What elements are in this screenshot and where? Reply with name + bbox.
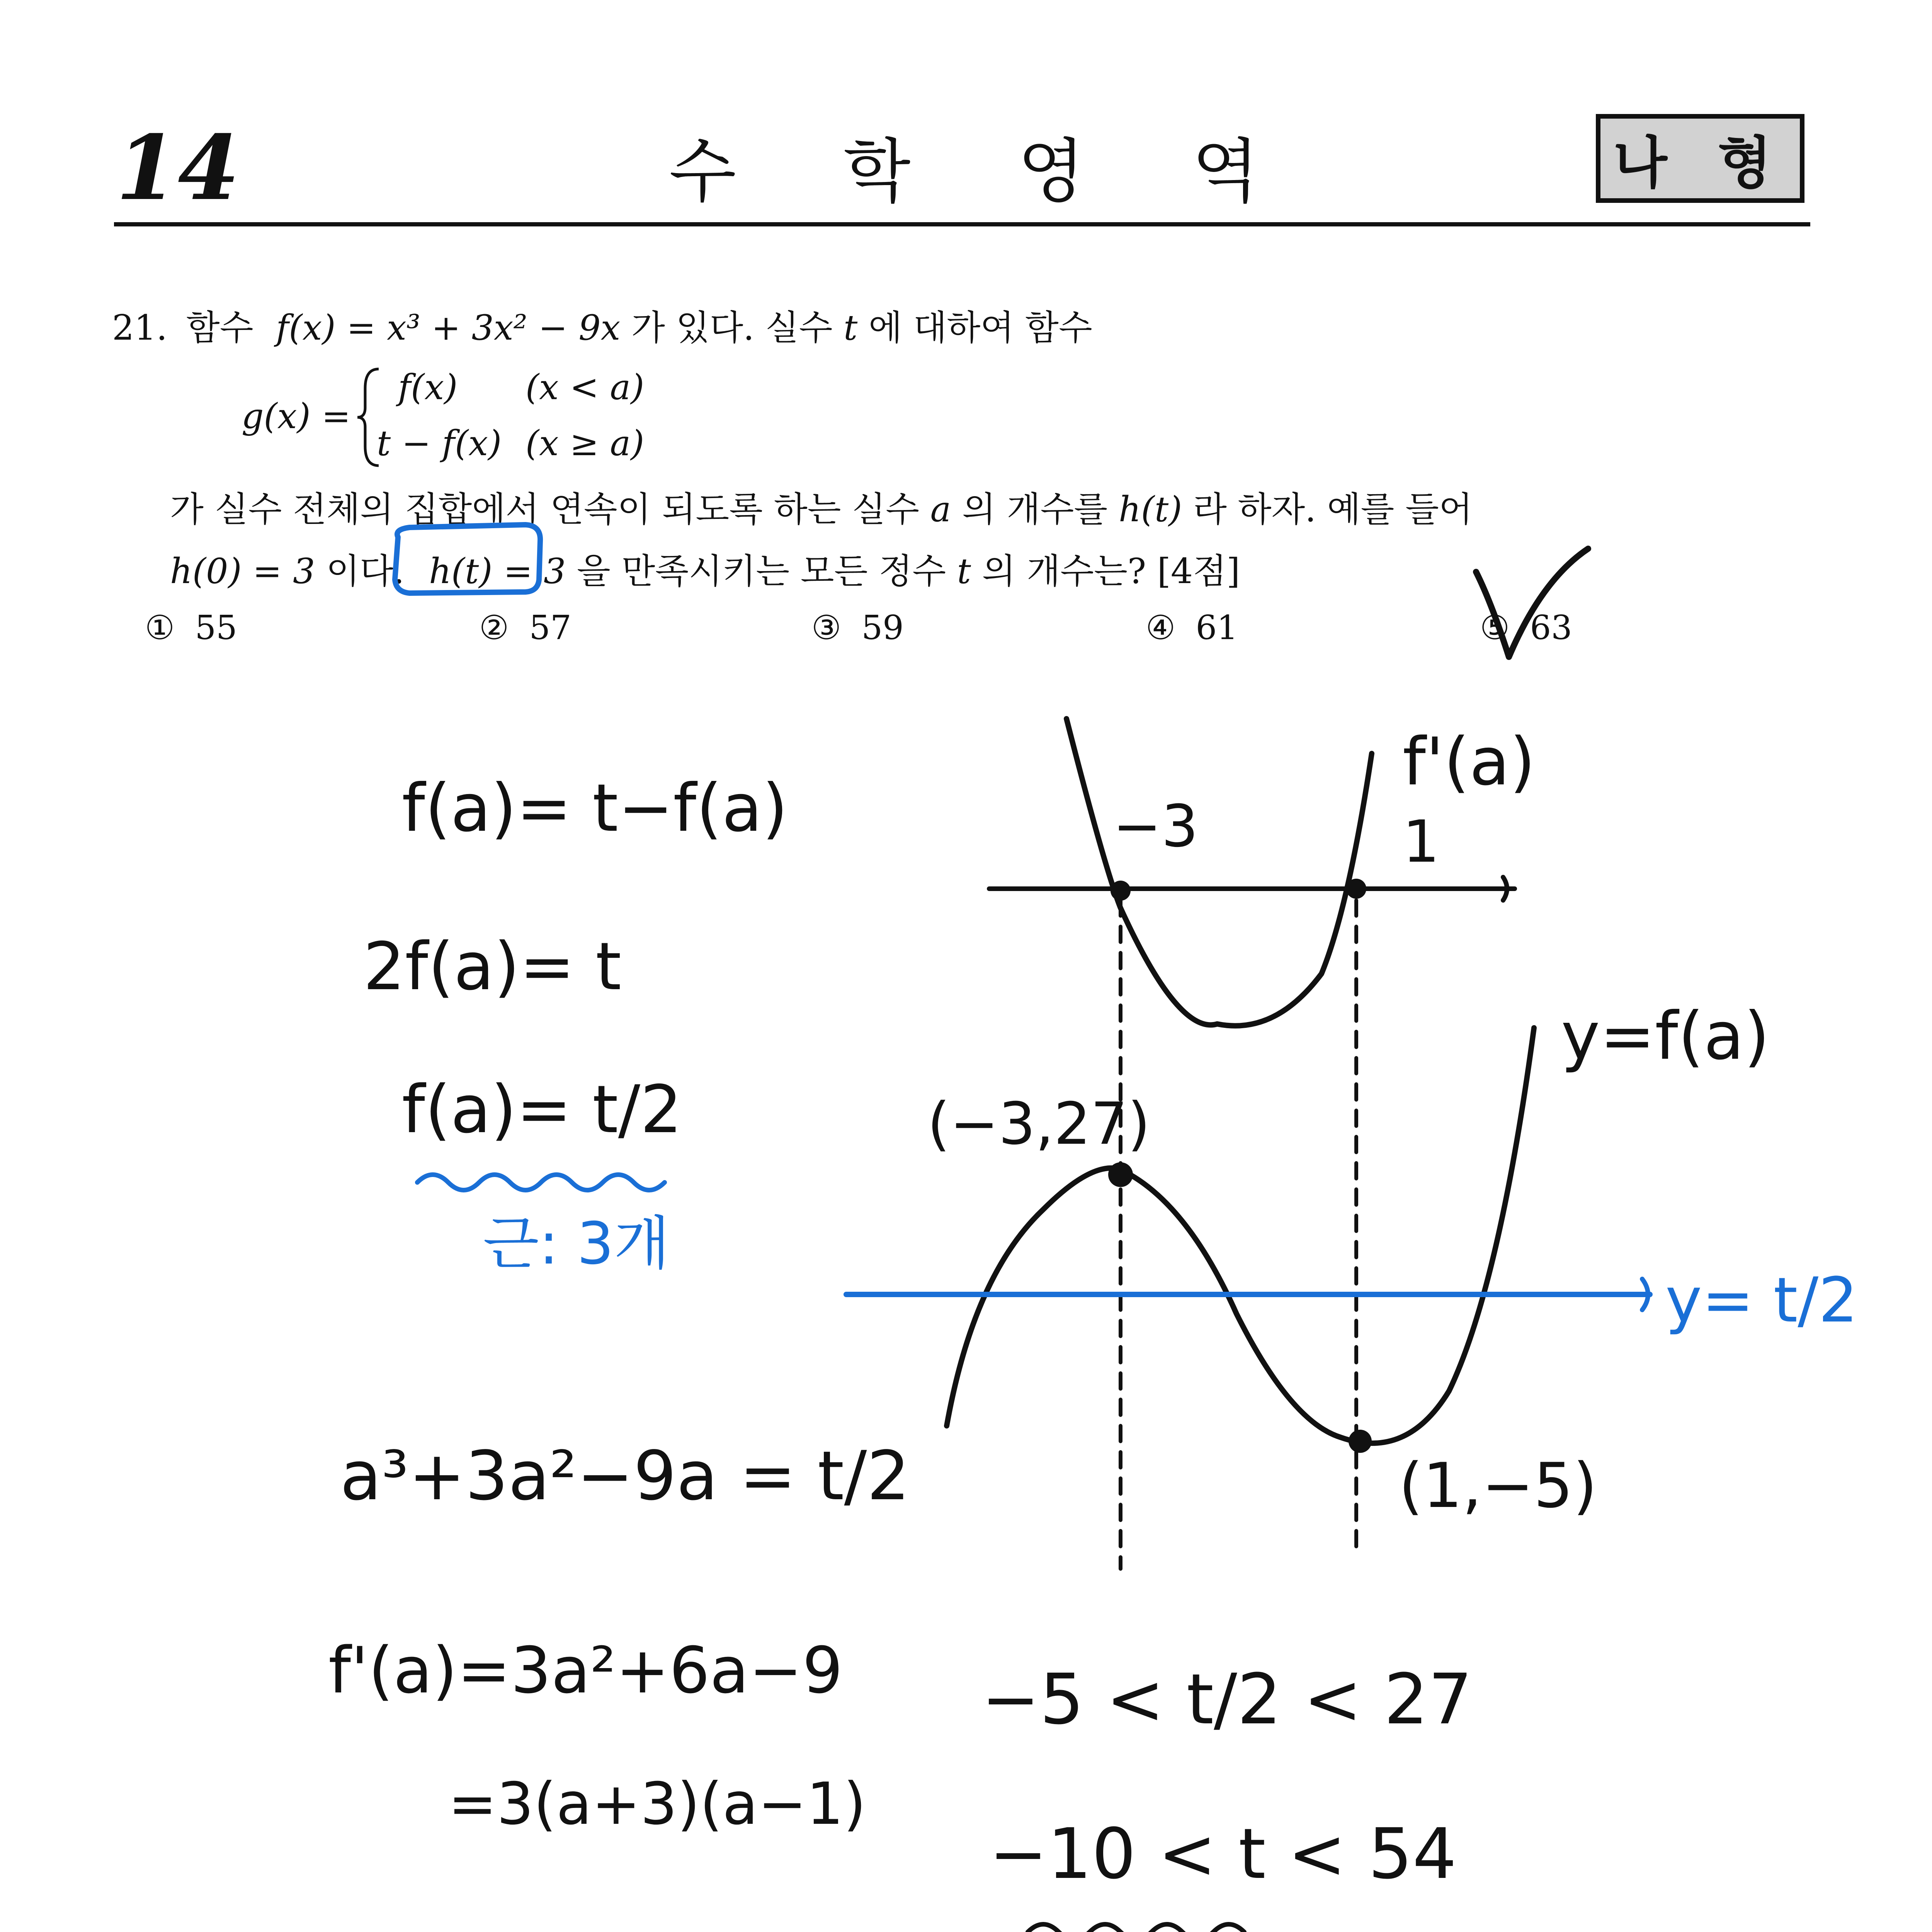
case1-expression: f(x) [398,367,458,408]
hw-eq-3: f(a)= t/2 [402,1071,682,1148]
label-root-1: 1 [1403,808,1440,876]
checkmark-icon [1476,549,1588,657]
underline-squiggle [1028,1924,1244,1932]
choice-value: 63 [1530,609,1572,647]
choice-mark: ⑤ [1480,609,1510,647]
label-fprime: f'(a) [1403,724,1536,800]
hw-eq-1: f(a)= t−f(a) [402,770,788,847]
case2-expression: t − f(x) [377,423,502,464]
label-y-fa: y=f(a) [1561,998,1770,1075]
root-point [1346,879,1366,899]
root-point [1111,881,1131,901]
choice-mark: ① [145,609,175,647]
question-text: 함수 [186,308,253,348]
question-text: 의 개수는? [4점] [982,551,1240,592]
underline-squiggle [417,1175,665,1190]
label-root-neg3: −3 [1113,793,1199,860]
question-text: 을 만족시키는 모든 정수 [577,551,946,592]
h-of-t: h(t) [1118,489,1182,530]
question-text: 가 있다. 실수 [631,308,833,348]
function-definition: f(x) = x³ + 3x² − 9x [276,308,621,348]
page-number: 14 [116,116,240,220]
choice-value: 57 [529,609,571,647]
hw-factored: =3(a+3)(a−1) [448,1770,866,1838]
h-of-t-equals-3: h(t) = 3 [429,551,566,592]
hw-eq-2: 2f(a)= t [363,929,621,1005]
choice-value: 59 [861,609,904,647]
choice-value: 55 [195,609,237,647]
choice-mark: ② [479,609,509,647]
hw-inequality-2: −10 < t < 54 [989,1814,1457,1895]
g-function-lhs: g(x) = [242,396,351,437]
choice-value: 61 [1196,609,1238,647]
question-text: 가 실수 전체의 집합에서 연속이 되도록 하는 실수 [170,489,920,530]
fprime-curve [1066,719,1372,1026]
variable-t: t [957,551,971,592]
hw-inequality-1: −5 < t/2 < 27 [981,1659,1473,1740]
label-line: y= t/2 [1665,1264,1858,1336]
label-min-point: (1,−5) [1399,1449,1597,1522]
min-point [1349,1430,1372,1453]
question-text: 의 개수를 [962,489,1108,530]
hw-eq-4: a³+3a²−9a = t/2 [340,1437,910,1515]
hw-derivative: f'(a)=3a²+6a−9 [328,1633,843,1708]
question-text: 라 하자. 예를 들어 [1193,489,1473,530]
question-number: 21. [112,308,168,348]
case2-condition: (x ≥ a) [526,423,645,464]
question-text: 에 대하여 함수 [868,308,1092,348]
question-text: 이다. [326,551,405,592]
exam-type-label: 나 형 [1613,131,1787,196]
h-of-zero: h(0) = 3 [170,551,315,592]
variable-t: t [844,308,858,348]
case1-condition: (x < a) [526,367,645,408]
hw-roots-note: 근: 3개 [483,1210,670,1277]
variable-a: a [930,489,951,530]
page-subject-title: 수 학 영 역 [669,131,1302,212]
choice-mark: ③ [811,609,842,647]
max-point [1108,1162,1133,1187]
label-max-point: (−3,27) [927,1090,1150,1158]
choice-mark: ④ [1146,609,1176,647]
highlight-box [395,525,540,593]
